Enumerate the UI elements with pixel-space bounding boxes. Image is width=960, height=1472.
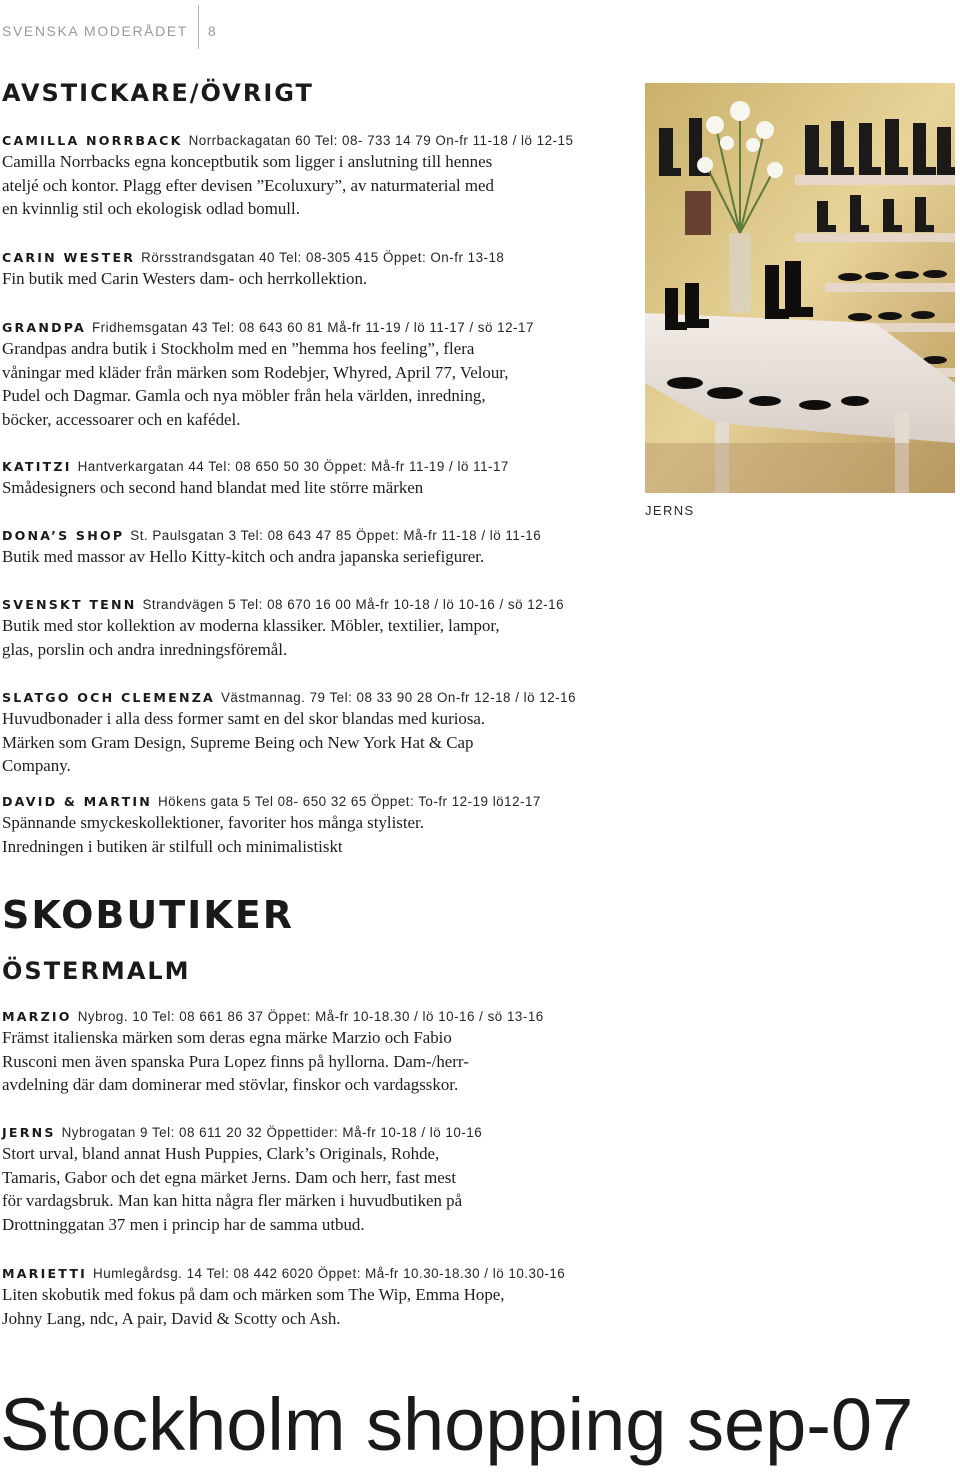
entry-info: Nybrogatan 9 Tel: 08 611 20 32 Öppettider: Må-fr 10-18 / lö 10-16	[61, 1125, 483, 1140]
entry-david-martin	[2, 794, 642, 858]
entry-name: GRANDPA	[2, 320, 86, 335]
entry-name: DONA’S SHOP	[2, 528, 125, 543]
entry-info-line	[2, 597, 642, 612]
entry-info-line	[2, 1125, 642, 1140]
entry-info: Strandvägen 5 Tel: 08 670 16 00 Må-fr 10-18 / lö 10-16 / sö 12-16	[142, 597, 565, 612]
photo-caption: JERNS	[645, 503, 695, 518]
entry-info-line	[2, 250, 642, 265]
header-divider	[198, 5, 199, 49]
entry-name: SVENSKT TENN	[2, 597, 137, 612]
subsection-heading-ostermalm: ÖSTERMALM	[2, 957, 191, 985]
entry-description: Grandpas andra butik i Stockholm med en ”hemma hos feeling”, flera våningar med kläder från märken som Rodebjer, Whyred, April 77, Velour, Pudel och Dagmar. Gamla och nya möbler från hela världen, inredning, böcker, accessoarer och en kafédel.	[2, 339, 509, 429]
entry-name: KATITZI	[2, 459, 72, 474]
entry-donas-shop	[2, 528, 642, 569]
entry-name: JERNS	[2, 1125, 56, 1140]
entry-info: Norrbackagatan 60 Tel: 08- 733 14 79 On-fr 11-18 / lö 12-15	[188, 133, 574, 148]
entry-katitzi	[2, 459, 642, 500]
entry-name: CAMILLA NORRBACK	[2, 133, 183, 148]
shop-photo	[645, 83, 955, 493]
entry-info: Fridhemsgatan 43 Tel: 08 643 60 81 Må-fr 11-19 / lö 11-17 / sö 12-17	[92, 320, 534, 335]
entry-description: Smådesigners och second hand blandat med lite större märken	[2, 478, 424, 497]
entry-info: Hantverkargatan 44 Tel: 08 650 50 30 Öppet: Må-fr 11-19 / lö 11-17	[77, 459, 509, 474]
entry-grandpa	[2, 320, 642, 431]
entry-info: Hökens gata 5 Tel 08- 650 32 65 Öppet: To-fr 12-19 lö12-17	[158, 794, 541, 809]
entry-name: MARZIO	[2, 1009, 72, 1024]
entry-camilla-norrback	[2, 133, 642, 221]
entry-description: Liten skobutik med fokus på dam och märken som The Wip, Emma Hope, Johny Lang, ndc, A pair, David & Scotty och Ash.	[2, 1285, 505, 1328]
entry-info-line	[2, 320, 642, 335]
entry-marzio	[2, 1009, 642, 1097]
page-number: 8	[207, 23, 216, 39]
entry-description: Camilla Norrbacks egna konceptbutik som ligger i anslutning till hennes ateljé och kontor. Plagg efter devisen ”Ecoluxury”, av naturmaterial med en kvinnlig stil och ekologisk odlad bomull.	[2, 152, 494, 219]
entry-description: Stort urval, bland annat Hush Puppies, Clark’s Originals, Rohde, Tamaris, Gabor och det egna märket Jerns. Dam och herr, fast mest för vardagsbruk. Man kan hitta några fler märken i huvudbutiken på Drottninggatan 37 men i princip har de samma utbud.	[2, 1144, 463, 1234]
entry-info-line	[2, 133, 642, 148]
entry-description: Spännande smyckeskollektioner, favoriter hos många stylister. Inredningen i butiken är stilfull och minimalistiskt	[2, 813, 424, 856]
entry-info-line	[2, 794, 642, 809]
page-header	[2, 16, 216, 46]
entry-slatgo-och-clemenza	[2, 690, 642, 778]
shoe-shop-illustration	[645, 83, 955, 493]
entry-name: MARIETTI	[2, 1266, 88, 1281]
entry-description: Främst italienska märken som deras egna märke Marzio och Fabio Rusconi men även spanska Pura Lopez finns på hyllorna. Dam-/herr- avdelning där dam dominerar med stövlar, finskor och vardagsskor.	[2, 1028, 469, 1095]
entry-info-line	[2, 459, 642, 474]
section-heading-skobutiker: SKOBUTIKER	[2, 893, 294, 937]
footer-title: Stockholm shopping sep-07	[0, 1383, 914, 1466]
entry-description: Fin butik med Carin Westers dam- och herrkollektion.	[2, 269, 368, 288]
header-org: SVENSKA MODERÅDET	[2, 23, 188, 39]
entry-info: Humlegårdsg. 14 Tel: 08 442 6020 Öppet: Må-fr 10.30-18.30 / lö 10.30-16	[93, 1266, 566, 1281]
entry-info-line	[2, 1266, 642, 1281]
entry-jerns	[2, 1125, 642, 1236]
entry-svenskt-tenn	[2, 597, 642, 661]
section-heading-avstickare: AVSTICKARE/ÖVRIGT	[2, 79, 314, 107]
entry-info-line	[2, 528, 642, 543]
entry-carin-wester	[2, 250, 642, 291]
entry-info: St. Paulsgatan 3 Tel: 08 643 47 85 Öppet: Må-fr 11-18 / lö 11-16	[130, 528, 542, 543]
entry-name: CARIN WESTER	[2, 250, 136, 265]
entry-info-line	[2, 690, 642, 705]
entry-description: Butik med massor av Hello Kitty-kitch och andra japanska seriefigurer.	[2, 547, 485, 566]
entry-marietti	[2, 1266, 642, 1330]
entry-info: Västmannag. 79 Tel: 08 33 90 28 On-fr 12-18 / lö 12-16	[220, 690, 577, 705]
entry-name: SLATGO OCH CLEMENZA	[2, 690, 215, 705]
entry-name: DAVID & MARTIN	[2, 794, 153, 809]
entry-info: Rörsstrandsgatan 40 Tel: 08-305 415 Öppet: On-fr 13-18	[141, 250, 505, 265]
entry-description: Butik med stor kollektion av moderna klassiker. Möbler, textilier, lampor, glas, porslin och andra inredningsföremål.	[2, 616, 500, 659]
entry-info-line	[2, 1009, 642, 1024]
entry-description: Huvudbonader i alla dess former samt en del skor blandas med kuriosa. Märken som Gram Design, Supreme Being och New York Hat & Cap Company.	[2, 709, 486, 776]
entry-info: Nybrog. 10 Tel: 08 661 86 37 Öppet: Må-fr 10-18.30 / lö 10-16 / sö 13-16	[77, 1009, 544, 1024]
